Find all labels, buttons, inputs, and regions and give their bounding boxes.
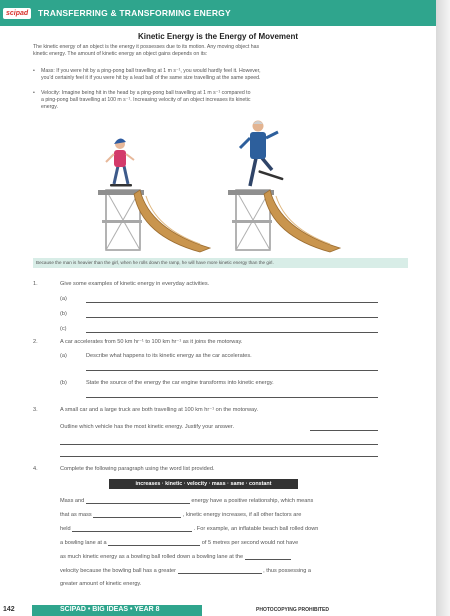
question-2a-text: Describe what happens to its kinetic energy as the car accelerates.: [86, 353, 252, 359]
part-label: (b): [60, 380, 67, 386]
intro-paragraph: [33, 44, 408, 58]
photocopy-notice: PHOTOCOPYING PROHIBITED: [256, 607, 329, 613]
question-3-text: A small car and a large truck are both travelling at 100 km hr⁻¹ on the motorway.: [60, 407, 259, 413]
bullet-velocity: [33, 90, 408, 111]
question-number: 1.: [33, 281, 38, 287]
bullet-mass: [33, 68, 408, 82]
cloze-text: greater amount of kinetic energy.: [60, 581, 142, 587]
cloze-text: velocity because the bowling ball has a greater: [60, 568, 176, 574]
cloze-text: Mass and: [60, 498, 85, 504]
cloze-text: . For example, an inflatable beach ball rolled down: [193, 526, 319, 532]
question-number: 4.: [33, 466, 38, 472]
girl-skater: [106, 138, 134, 186]
bullet-line: a ping-pong ball travelling at 100 m s⁻¹. Increasing velocity of an object increases its kinetic: [41, 97, 251, 103]
question-3-prompt: Outline which vehicle has the most kinetic energy. Justify your answer.: [60, 424, 235, 430]
cloze-text: , thus possessing a: [263, 568, 312, 574]
scipad-logo: scipad: [3, 8, 31, 19]
illustration-caption: Because the man is heavier than the girl, when he rolls down the ramp, he will have more kinetic energy than the girl.: [33, 258, 408, 268]
bullet-line: you’d certainly feel it if you were hit by a lead ball of the same size travelling at the same speed.: [41, 75, 261, 81]
question-number: 2.: [33, 339, 38, 345]
cloze-row: [60, 525, 378, 533]
part-label: (a): [60, 353, 67, 359]
cloze-text: a bowling lane at a: [60, 540, 107, 546]
intro-line: The kinetic energy of an object is the energy it possesses due to its motion. Any moving object has: [33, 44, 260, 50]
part-label: (b): [60, 311, 67, 317]
question-number: 3.: [33, 407, 38, 413]
footer-series: SCIPAD • BIG IDEAS • YEAR 8: [60, 606, 160, 613]
question-2-text: A car accelerates from 50 km hr⁻¹ to 100 km hr⁻¹ as it joins the motorway.: [60, 339, 243, 345]
answer-line[interactable]: [86, 370, 378, 371]
bullet-dot: •: [33, 90, 35, 96]
bullet-line: Velocity: Imagine being hit in the head by a ping-pong ball travelling at 1 m s⁻¹ compared to: [41, 90, 251, 96]
page-number: 142: [3, 606, 15, 613]
cloze-text: held: [60, 526, 71, 532]
question-2b-text: State the source of the energy the car engine transforms into kinetic energy.: [86, 380, 274, 386]
question-4-text: Complete the following paragraph using the word list provided.: [60, 466, 215, 472]
answer-line[interactable]: [86, 397, 378, 398]
cloze-text: as much kinetic energy as a bowling ball rolled down a bowling lane at the: [60, 554, 244, 560]
page-edge: [436, 0, 450, 616]
cloze-text: energy have a positive relationship, which means: [191, 498, 314, 504]
answer-line[interactable]: [86, 302, 378, 303]
answer-line[interactable]: [86, 317, 378, 318]
cloze-blank[interactable]: [245, 553, 291, 560]
cloze-text: that as mass: [60, 512, 92, 518]
cloze-blank[interactable]: [108, 539, 200, 546]
part-label: (a): [60, 296, 67, 302]
intro-line: kinetic energy. The amount of kinetic energy an object gains depends on its:: [33, 51, 208, 57]
header-bar: [0, 0, 436, 26]
cloze-row: [60, 581, 378, 589]
cloze-text: of 5 metres per second would not have: [201, 540, 299, 546]
cloze-row: [60, 511, 378, 519]
right-ramp: [228, 190, 340, 252]
answer-line[interactable]: [60, 456, 378, 457]
answer-line[interactable]: [86, 332, 378, 333]
answer-line[interactable]: [310, 430, 378, 431]
question-1-text: Give some examples of kinetic energy in everyday activities.: [60, 281, 210, 287]
word-list-box: increases · kinetic · velocity · mass · same · constant: [109, 479, 298, 489]
bullet-dot: •: [33, 68, 35, 74]
header-title: TRANSFERRING & TRANSFORMING ENERGY: [38, 8, 231, 18]
cloze-blank[interactable]: [178, 567, 262, 574]
ramp-illustration: [0, 118, 436, 256]
cloze-row: [60, 497, 378, 505]
cloze-blank[interactable]: [93, 511, 181, 518]
cloze-row: [60, 553, 378, 561]
bullet-line: energy.: [41, 104, 58, 110]
cloze-blank[interactable]: [72, 525, 192, 532]
left-ramp: [98, 190, 210, 252]
section-title: Kinetic Energy is the Energy of Movement: [137, 32, 299, 41]
part-label: (c): [60, 326, 67, 332]
cloze-row: [60, 539, 378, 547]
cloze-blank[interactable]: [86, 497, 190, 504]
cloze-text: , kinetic energy increases, if all other factors are: [182, 512, 302, 518]
bullet-line: Mass: If you were hit by a ping-pong ball travelling at 1 m s⁻¹, you would hardly feel it. However,: [41, 68, 261, 74]
answer-line[interactable]: [60, 444, 378, 445]
cloze-row: [60, 567, 378, 575]
man-skater: [240, 121, 284, 187]
